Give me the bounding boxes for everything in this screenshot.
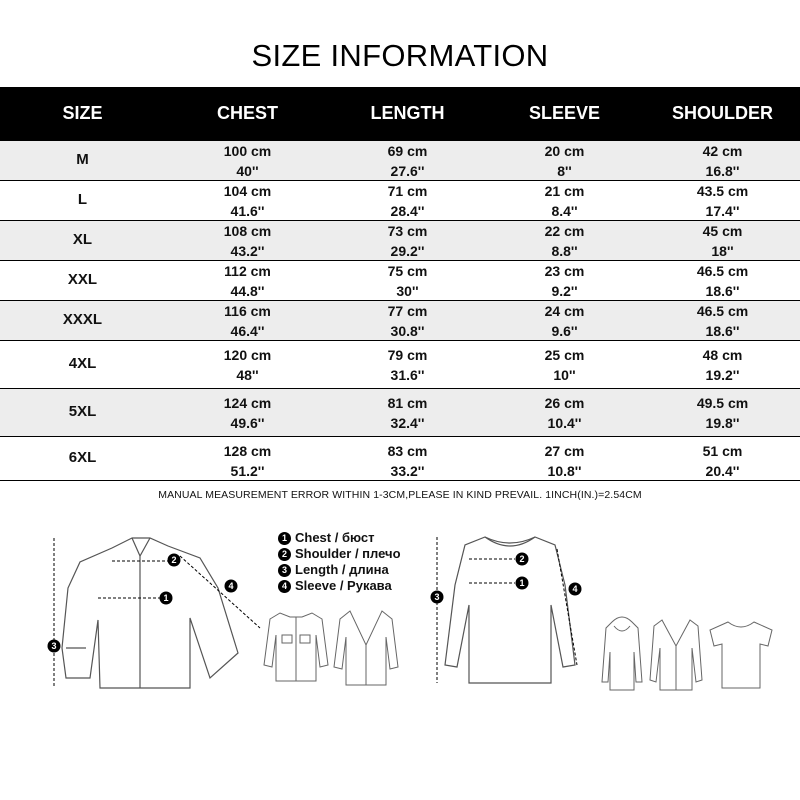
shoulder-inch: 20.4'' — [705, 463, 740, 479]
size-label: M — [76, 151, 89, 168]
sleeve-cm: 26 cm — [544, 395, 585, 411]
chest-cm: 124 cm — [223, 395, 272, 411]
shoulder-cell — [640, 221, 800, 261]
chest-inch: 41.6'' — [230, 203, 265, 219]
chest-cm: 100 cm — [223, 143, 272, 159]
svg-text:2: 2 — [519, 554, 525, 564]
sleeve-inch: 10.8'' — [547, 463, 582, 479]
shoulder-inch: 19.2'' — [705, 367, 740, 383]
shoulder-cell — [640, 181, 800, 221]
sleeve-cm: 22 cm — [544, 223, 585, 239]
legend-item: 1 Chest / бюст — [278, 530, 401, 546]
chest-cell — [165, 441, 330, 481]
length-inch: 30'' — [396, 283, 419, 299]
svg-text:2: 2 — [171, 555, 177, 565]
size-label: 4XL — [68, 355, 97, 372]
chest-cm: 104 cm — [223, 183, 272, 199]
marker-3-icon — [48, 640, 61, 653]
chest-cm: 108 cm — [223, 223, 272, 239]
shoulder-cell — [640, 261, 800, 301]
chest-inch: 48'' — [236, 367, 259, 383]
sleeve-cell — [482, 345, 647, 385]
table-row — [0, 436, 800, 480]
sleeve-cell — [482, 441, 647, 481]
chest-inch: 51.2'' — [230, 463, 265, 479]
chest-cell — [165, 181, 330, 221]
sleeve-inch: 10'' — [553, 367, 576, 383]
svg-text:3: 3 — [434, 592, 440, 602]
chest-inch: 49.6'' — [230, 415, 265, 431]
shoulder-cm: 45 cm — [702, 223, 743, 239]
svg-text:4: 4 — [572, 584, 578, 594]
length-cell — [325, 261, 490, 301]
table-bottom-border — [0, 480, 800, 481]
sleeve-inch: 9.2'' — [551, 283, 578, 299]
legend-item: 4 Sleeve / Рукава — [278, 578, 401, 594]
shoulder-cm: 42 cm — [702, 143, 743, 159]
jacket-blazer-illustration — [262, 605, 402, 690]
marker-1-icon — [160, 592, 173, 605]
chest-cm: 116 cm — [224, 303, 271, 319]
column-header-length: LENGTH — [370, 103, 445, 123]
shoulder-cm: 46.5 cm — [696, 303, 749, 319]
length-cell — [325, 441, 490, 481]
length-inch: 28.4'' — [390, 203, 425, 219]
shoulder-cell — [640, 301, 800, 341]
sleeve-inch: 8.8'' — [551, 243, 578, 259]
shirt-diagram — [40, 528, 280, 698]
chest-cell — [165, 345, 330, 385]
sleeve-inch: 8'' — [557, 163, 572, 179]
chest-cell — [165, 221, 330, 261]
length-cell — [325, 345, 490, 385]
sleeve-inch: 8.4'' — [551, 203, 578, 219]
chest-cm: 128 cm — [223, 443, 272, 459]
length-cell — [325, 181, 490, 221]
length-cm: 79 cm — [387, 347, 428, 363]
hoodie-cardigan-tee-illustration — [598, 612, 783, 692]
sleeve-inch: 10.4'' — [547, 415, 582, 431]
chest-cell — [165, 141, 330, 181]
column-header-size: SIZE — [62, 103, 103, 123]
size-label: L — [77, 191, 88, 208]
shoulder-cell — [640, 441, 800, 481]
shoulder-cell — [640, 345, 800, 385]
shoulder-inch: 17.4'' — [705, 203, 740, 219]
column-header-shoulder: SHOULDER — [671, 103, 773, 123]
sleeve-cell — [482, 181, 647, 221]
length-inch: 32.4'' — [390, 415, 425, 431]
size-label: 5XL — [68, 403, 97, 420]
sweater-diagram — [425, 525, 595, 695]
table-row — [0, 340, 800, 388]
sleeve-line — [180, 556, 260, 628]
table-row — [0, 300, 800, 340]
sleeve-cm: 25 cm — [544, 347, 585, 363]
length-cm: 69 cm — [387, 143, 428, 159]
svg-text:1: 1 — [163, 593, 169, 603]
shoulder-inch: 19.8'' — [705, 415, 740, 431]
length-inch: 29.2'' — [390, 243, 425, 259]
size-label: XXL — [67, 271, 98, 288]
sleeve-cell — [482, 141, 647, 181]
size-label: 6XL — [68, 449, 97, 466]
chest-cell — [165, 301, 330, 341]
sleeve-cm: 20 cm — [544, 143, 585, 159]
svg-text:3: 3 — [51, 641, 57, 651]
table-row — [0, 388, 800, 436]
length-inch: 27.6'' — [390, 163, 425, 179]
length-inch: 30.8'' — [390, 323, 425, 339]
table-row — [0, 260, 800, 300]
length-inch: 33.2'' — [390, 463, 425, 479]
measurement-note: MANUAL MEASUREMENT ERROR WITHIN 1-3CM,PLEASE IN KIND PREVAIL. 1INCH(IN.)=2.54CM — [158, 489, 642, 501]
shoulder-cell — [640, 141, 800, 181]
shoulder-cm: 48 cm — [702, 347, 743, 363]
table-header — [0, 87, 800, 140]
chest-inch: 46.4'' — [230, 323, 265, 339]
legend-item: 2 Shoulder / плечо — [278, 546, 401, 562]
sleeve-cell — [482, 261, 647, 301]
size-label: XXXL — [62, 311, 103, 328]
sleeve-cm: 21 cm — [544, 183, 585, 199]
shoulder-cm: 49.5 cm — [696, 395, 749, 411]
legend-item: 3 Length / длина — [278, 562, 401, 578]
length-cell — [325, 393, 490, 433]
sweater-sleeve-line — [557, 549, 577, 665]
svg-text:4: 4 — [228, 581, 234, 591]
shoulder-cm: 51 cm — [702, 443, 743, 459]
sleeve-inch: 9.6'' — [551, 323, 578, 339]
length-inch: 31.6'' — [390, 367, 425, 383]
length-cm: 81 cm — [387, 395, 428, 411]
sleeve-cell — [482, 393, 647, 433]
length-cm: 83 cm — [387, 443, 428, 459]
svg-text:1: 1 — [519, 578, 525, 588]
shoulder-cm: 43.5 cm — [696, 183, 749, 199]
page-title: SIZE INFORMATION — [251, 38, 549, 73]
length-cm: 77 cm — [387, 303, 428, 319]
length-cell — [325, 301, 490, 341]
chest-cm: 120 cm — [223, 347, 272, 363]
length-cm: 73 cm — [387, 223, 428, 239]
length-cm: 71 cm — [387, 183, 428, 199]
shoulder-inch: 18.6'' — [705, 323, 740, 339]
shoulder-inch: 16.8'' — [705, 163, 740, 179]
shoulder-cell — [640, 393, 800, 433]
shoulder-inch: 18'' — [711, 243, 734, 259]
shoulder-inch: 18.6'' — [705, 283, 740, 299]
table-row — [0, 180, 800, 220]
chest-cell — [165, 393, 330, 433]
length-cell — [325, 141, 490, 181]
marker-4-icon — [225, 580, 238, 593]
chest-inch: 44.8'' — [230, 283, 265, 299]
column-header-chest: CHEST — [216, 103, 278, 123]
chest-cm: 112 cm — [224, 263, 271, 279]
sleeve-cell — [482, 221, 647, 261]
table-row — [0, 140, 800, 180]
sweater-marker-3-icon — [431, 591, 444, 604]
sweater-marker-2-icon — [516, 553, 529, 566]
length-cm: 75 cm — [387, 263, 428, 279]
shoulder-cm: 46.5 cm — [696, 263, 749, 279]
length-cell — [325, 221, 490, 261]
measurement-legend — [278, 530, 401, 594]
table-row — [0, 220, 800, 260]
chest-cell — [165, 261, 330, 301]
sleeve-cm: 24 cm — [544, 303, 585, 319]
sleeve-cm: 23 cm — [544, 263, 585, 279]
size-label: XL — [72, 231, 93, 248]
sleeve-cm: 27 cm — [544, 443, 585, 459]
sweater-marker-1-icon — [516, 577, 529, 590]
column-header-sleeve: SLEEVE — [528, 103, 601, 123]
marker-2-icon — [168, 554, 181, 567]
sleeve-cell — [482, 301, 647, 341]
chest-inch: 43.2'' — [230, 243, 265, 259]
chest-inch: 40'' — [236, 163, 259, 179]
sweater-marker-4-icon — [569, 583, 582, 596]
